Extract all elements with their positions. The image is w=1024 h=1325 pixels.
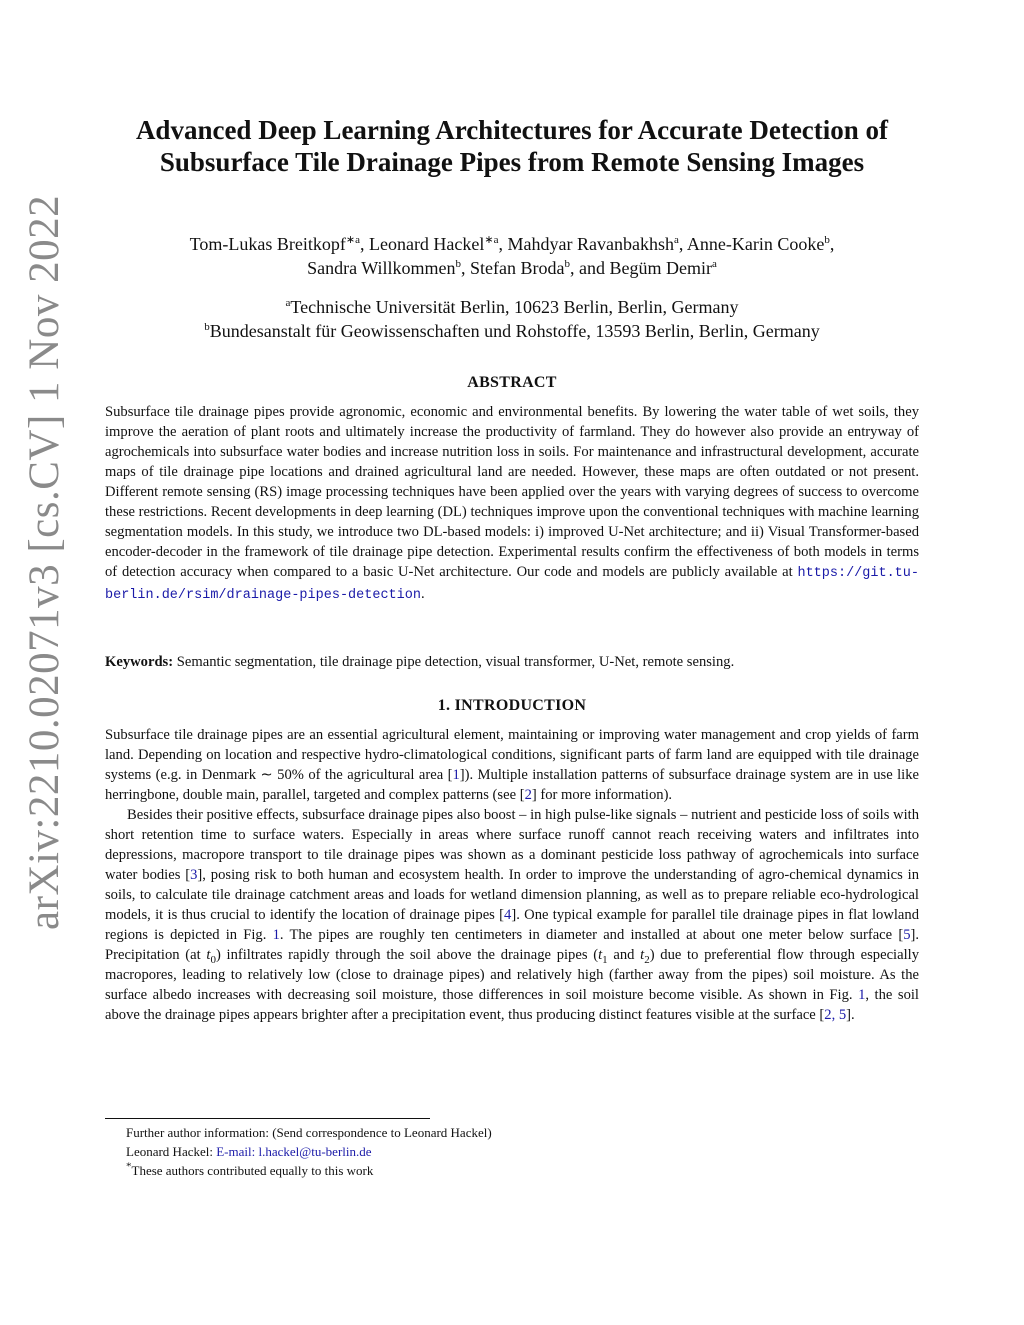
- paragraph-text: ]. Precipitation (at: [105, 927, 919, 963]
- paragraph-text: ]. One typical example for parallel tile drainage pipes in flat lowland regions is depicted in Fig.: [105, 907, 919, 943]
- abstract-heading: ABSTRACT: [467, 374, 557, 391]
- figure-reference-link[interactable]: 1: [272, 927, 280, 943]
- paragraph-text: Subsurface tile drainage pipes are an essential agricultural element, maintaining or improving water management and crop yields of farm land. Depending on location and respective hydro-climatological conditions, significant parts of farm land are equipped with tile drainage systems (e.g. in Denmark ∼ 50% of the agricultural area [: [105, 727, 919, 783]
- paper-title: Advanced Deep Learning Architectures for Accurate Detection of Subsurface Tile Drainage Pipes from Remote Sensing Images: [135, 115, 889, 177]
- footnote-text: These authors contributed equally to this work: [131, 1163, 374, 1178]
- paragraph: [105, 725, 919, 805]
- math-variable: t: [598, 947, 603, 963]
- author-affiliation-mark: a: [673, 234, 679, 246]
- citation-link[interactable]: 4: [504, 907, 512, 923]
- affiliation-line: [105, 295, 919, 319]
- author-affiliation-mark: a: [712, 258, 717, 270]
- math-variable: t: [206, 947, 211, 963]
- author-affiliation-mark: ∗a: [484, 234, 499, 246]
- footnotes: [126, 1123, 916, 1180]
- author-affiliation-mark: ∗a: [345, 234, 360, 246]
- affiliation-list: [105, 295, 919, 343]
- author-name: Sandra Willkommen: [307, 258, 456, 278]
- math-subscript: 1: [602, 953, 608, 966]
- math-variable: t: [640, 947, 645, 963]
- affiliation-mark: b: [204, 321, 210, 333]
- code-repository-link[interactable]: https://git.tu-berlin.de/rsim/drainage-pipes-detection: [105, 566, 919, 603]
- author-name: Mahdyar Ravanbakhsh: [507, 234, 674, 254]
- citation-link[interactable]: 2: [524, 787, 532, 803]
- paragraph-text: ) due to preferential flow through especially macropores, leading to relatively low (close to drainage pipes) and relatively high (farther away from the pipes) soil moisture. As the surface albedo increases with decreasing soil moisture, those differences in soil moisture become visible. As shown in Fig.: [105, 947, 919, 1003]
- affiliation-line: [105, 319, 919, 343]
- paragraph-text: ]). Multiple installation patterns of subsurface drainage system are in use like herringbone, double main, parallel, targeted and complex patterns (see [: [105, 767, 919, 803]
- author-name: Begüm Demir: [609, 258, 712, 278]
- abstract-text: Subsurface tile drainage pipes provide agronomic, economic and environmental benefits. By lowering the water table of wet soils, they improve the aeration of plant roots and ultimately increase the productivity of farmland. They do however also provide an entryway of agrochemicals into subsurface water bodies and increase nutrition loss in soils. For maintenance and infrastructural development, accurate maps of tile drainage pipe locations and drained agricultural land are needed. However, these maps are often outdated or not present. Different remote sensing (RS) image processing techniques have been applied over the years with varying degrees of success to overcome these restrictions. Recent developments in deep learning (DL) techniques improve upon the conventional techniques with machine learning segmentation models. In this study, we introduce two DL-based models: i) improved U-Net architecture; and ii) Visual Transformer-based encoder-decoder in the framework of tile drainage pipe detection. Experimental results confirm the effectiveness of both models in terms of detection accuracy when compared to a basic U-Net architecture. Our code and models are publicly available at: [105, 404, 919, 580]
- author-affiliation-mark: b: [564, 258, 571, 270]
- citation-link[interactable]: 1: [452, 767, 460, 783]
- author-affiliation-mark: b: [824, 234, 830, 246]
- footnote-label: Leonard Hackel:: [126, 1144, 217, 1159]
- affiliation-text: Bundesanstalt für Geowissenschaften und Rohstoffe, 13593 Berlin, Berlin, Germany: [209, 321, 820, 341]
- footnote-mark: *: [126, 1160, 132, 1173]
- keywords-text: Semantic segmentation, tile drainage pipe detection, visual transformer, U-Net, remote sensing.: [176, 654, 735, 670]
- author-conjunction: and: [579, 258, 606, 278]
- keywords-label: Keywords:: [105, 654, 174, 670]
- email-link[interactable]: E-mail: l.hackel@tu-berlin.de: [216, 1144, 372, 1159]
- author-name: Anne-Karin Cooke: [686, 234, 825, 254]
- author-name: Leonard Hackel: [368, 234, 485, 254]
- author-affiliation-mark: b: [455, 258, 462, 270]
- author-name: Tom-Lukas Breitkopf: [189, 234, 346, 254]
- paragraph-text: . The pipes are roughly ten centimeters in diameter and installed at about one meter below surface [: [279, 927, 904, 943]
- introduction-heading: 1. INTRODUCTION: [437, 697, 587, 714]
- abstract-body: [105, 402, 919, 606]
- paragraph-text: ], posing risk to both human and ecosystem health. In order to improve the understanding of agro-chemical dynamics in soils, to calculate tile drainage catchment areas and loads for wetland dimension planning, as well as to prepare reliable eco-hydrological models, it is thus crucial to identify the location of drainage pipes [: [105, 867, 919, 923]
- paragraph: [105, 805, 919, 1025]
- citation-link[interactable]: 3: [190, 867, 198, 883]
- paragraph-text: Besides their positive effects, subsurface drainage pipes also boost – in high pulse-like signals – nutrient and pesticide loss of soils with short retention time to surface waters. Especially in areas where surface runoff cannot reach receiving waters and infiltrates into depressions, macropore transport to tile drainage pipes was shown as a dominant pesticide loss pathway of agrochemicals into surface water bodies [: [105, 807, 919, 883]
- affiliation-mark: a: [285, 297, 291, 309]
- citation-link[interactable]: 2, 5: [824, 1007, 847, 1023]
- math-subscript: 2: [644, 953, 650, 966]
- math-subscript: 0: [210, 953, 216, 966]
- paragraph-text: ] for more information).: [531, 787, 673, 803]
- paragraph-text: ) infiltrates rapidly through the soil above the drainage pipes (: [215, 947, 599, 963]
- figure-reference-link[interactable]: 1: [858, 987, 866, 1003]
- footnote-line: [126, 1142, 916, 1161]
- author-name: Stefan Broda: [470, 258, 565, 278]
- introduction-body: [105, 725, 919, 1025]
- footnote-line: [126, 1161, 916, 1180]
- citation-link[interactable]: 5: [903, 927, 911, 943]
- footnote-divider: [105, 1118, 430, 1119]
- arxiv-identifier-stamp: arXiv:2210.02071v3 [cs.CV] 1 Nov 2022: [21, 194, 68, 930]
- keywords-line: [105, 652, 919, 672]
- paragraph-text: , the soil above the drainage pipes appears brighter after a precipitation event, thus producing distinct features visible at the surface [: [105, 987, 919, 1023]
- author-list: Tom-Lukas Breitkopf$^{∗a}$, Leonard Hackel$^{∗a}$, Mahdyar Ravanbakhsh$^a$, Anne-Karin Cooke$^b$, Sandra Willkommen$^b$, Stefan Broda$^b$, and Begüm Demir$^a$: [189, 234, 835, 278]
- paragraph-text: ].: [846, 1007, 855, 1023]
- paragraph-text: and: [607, 947, 641, 963]
- abstract-end: .: [420, 586, 425, 602]
- footnote-line: Further author information: (Send correspondence to Leonard Hackel): [126, 1125, 492, 1140]
- affiliation-text: Technische Universität Berlin, 10623 Berlin, Berlin, Germany: [290, 297, 739, 317]
